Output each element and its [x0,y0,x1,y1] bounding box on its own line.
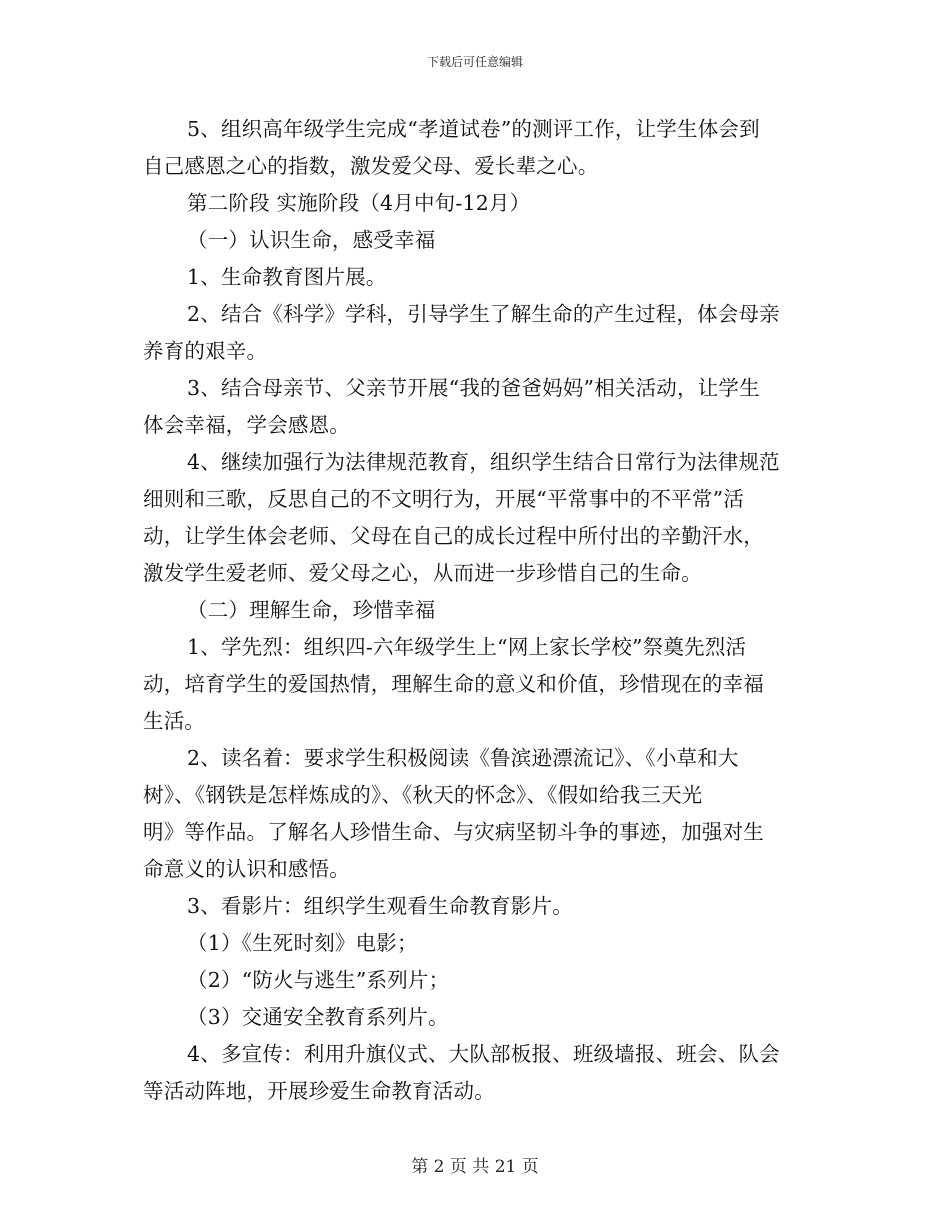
page-footer: 第 2 页 共 21 页 [411,1157,539,1177]
paragraph-line: 细则和三歌，反思自己的不文明行为，开展“平常事中的不平常”活 [143,487,744,511]
paragraph-line: 自己感恩之心的指数，激发爱父母、爱长辈之心。 [143,154,599,178]
paragraph-line: 生活。 [143,709,206,733]
paragraph-line: 激发学生爱老师、爱父母之心，从而进一步珍惜自己的生命。 [143,561,702,585]
paragraph-line: 3、看影片：组织学生观看生命教育影片。 [187,894,573,918]
subsection-heading: （二）理解生命，珍惜幸福 [187,598,436,622]
paragraph-line: 明》等作品。了解名人珍惜生命、与灾病坚韧斗争的事迹，加强对生 [143,820,764,844]
section-heading: 第二阶段 实施阶段（4月中旬-12月） [187,191,531,215]
subsection-heading: （一）认识生命，感受幸福 [187,228,436,252]
list-item: （1）《生死时刻》电影； [187,931,418,955]
paragraph-line: 2、结合《科学》学科，引导学生了解生命的产生过程，体会母亲 [187,302,780,326]
paragraph-line: 命意义的认识和感悟。 [143,857,350,881]
list-item: （3）交通安全教育系列片。 [187,1005,449,1029]
paragraph-line: 1、学先烈：组织四-六年级学生上“网上家长学校”祭奠先烈活 [187,635,747,659]
list-item: （2）“防火与逃生”系列片； [187,968,450,992]
paragraph-line: 5、组织高年级学生完成“孝道试卷”的测评工作，让学生体会到 [187,117,760,141]
paragraph-line: 4、继续加强行为法律规范教育，组织学生结合日常行为法律规范 [187,450,780,474]
paragraph-line: 动，培育学生的爱国热情，理解生命的意义和价值，珍惜现在的幸福 [143,672,764,696]
page-header: 下载后可任意编辑 [426,55,523,69]
paragraph-line: 等活动阵地，开展珍爱生命教育活动。 [143,1079,495,1103]
paragraph-line: 树》、《钢铁是怎样炼成的》、《秋天的怀念》、《假如给我三天光 [143,783,703,807]
paragraph-line: 2、读名着：要求学生积极阅读《鲁滨逊漂流记》、《小草和大 [187,746,739,770]
paragraph-line: 体会幸福，学会感恩。 [143,413,350,437]
paragraph-line: 4、多宣传：利用升旗仪式、大队部板报、班级墙报、班会、队会 [187,1042,780,1066]
paragraph-line: 1、生命教育图片展。 [187,265,387,289]
document-body [143,111,808,1110]
paragraph-line: 养育的艰辛。 [143,339,268,363]
paragraph-line: 动，让学生体会老师、父母在自己的成长过程中所付出的辛勤汗水， [143,524,764,548]
paragraph-line: 3、结合母亲节、父亲节开展“我的爸爸妈妈”相关活动，让学生 [187,376,760,400]
